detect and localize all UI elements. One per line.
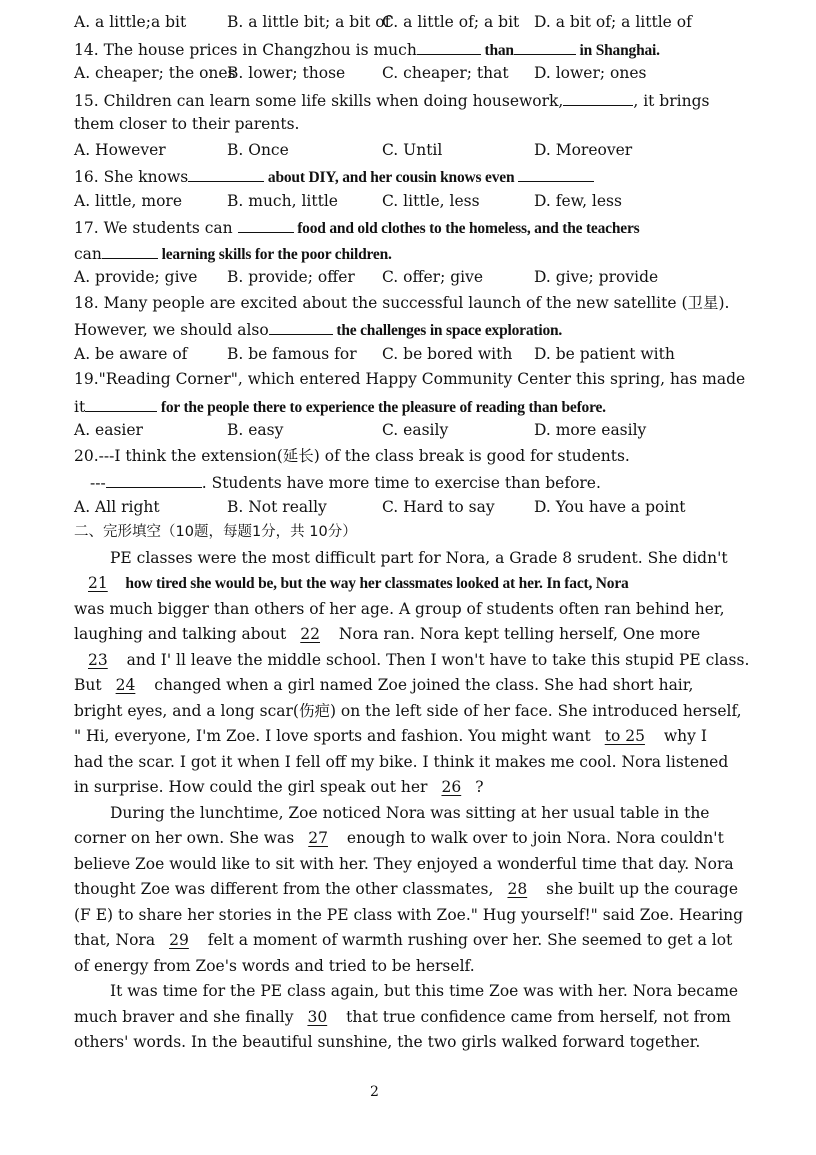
option: C. Hard to say <box>382 497 495 516</box>
passage-line <box>74 699 742 725</box>
blank-number: 21 <box>88 574 108 592</box>
q14-options <box>74 61 724 87</box>
passage-text: had the scar. I got it when I fell off my bike. I think it makes me cool. Nora listened <box>74 752 729 771</box>
option: A. little, more <box>74 191 183 210</box>
passage-text: others' words. In the beautiful sunshine, the two girls walked forward together. <box>74 1033 701 1051</box>
passage-text: felt a moment of warmth rushing over her. She seemed to get a lot <box>202 931 733 949</box>
option: A. All right <box>74 497 160 516</box>
option: B. Not really <box>227 497 327 516</box>
q15-options <box>74 138 724 164</box>
answer-blank <box>238 214 294 233</box>
blank-number: 22 <box>300 625 320 643</box>
blank-number: 27 <box>308 829 328 847</box>
passage-line <box>74 597 724 623</box>
blank-number: 23 <box>88 650 108 669</box>
question-19: 19."Reading Corner", which entered Happy Community Center this spring, has made <box>74 370 746 388</box>
passage-line <box>74 826 724 852</box>
passage-line <box>74 571 724 597</box>
blank-number: to 25 <box>604 727 645 745</box>
blank-number: 29 <box>169 931 189 949</box>
answer-blank <box>518 163 594 182</box>
passage-text: (F E) to share her stories in the PE class with Zoe." Hug yourself!" said Zoe. Hearing <box>74 905 744 924</box>
option: D. give; provide <box>534 268 659 286</box>
passage-text: in surprise. How could the girl speak out her <box>74 778 428 796</box>
question-20: 20.---I think the extension(延长) of the class break is good for students. <box>74 446 630 465</box>
option: D. You have a point <box>534 497 686 516</box>
answer-blank <box>514 36 576 55</box>
blank-number: 30 <box>307 1007 328 1026</box>
q13-options <box>74 10 724 36</box>
passage-line <box>74 801 724 827</box>
passage-line <box>74 546 728 572</box>
question-15-line2: them closer to their parents. <box>74 115 300 133</box>
question-17: 17. We students can food and old clothes to the homeless, and the teachers <box>74 214 724 240</box>
option: C. Until <box>382 140 443 159</box>
passage-line <box>74 1005 731 1031</box>
option: D. be patient with <box>534 344 675 363</box>
passage-line <box>74 852 734 878</box>
passage-line <box>74 928 733 954</box>
answer-blank <box>85 393 157 412</box>
question-17-line2: can learning skills for the poor children. <box>74 240 724 266</box>
passage-text: changed when a girl named Zoe joined the class. She had short hair, <box>149 676 694 694</box>
question-20-line2: --- . Students have more time to exercise than before. <box>74 469 724 495</box>
passage-text: why I <box>658 727 707 745</box>
answer-blank <box>417 36 481 55</box>
passage-text: But <box>74 676 102 694</box>
passage-text: believe Zoe would like to sit with her. They enjoyed a wonderful time that day. Nora <box>74 854 734 873</box>
passage-text: and I' ll leave the middle school. Then I won't have to take this stupid PE class. <box>121 650 750 669</box>
option: C. offer; give <box>382 268 484 286</box>
passage-text: that true confidence came from herself, not from <box>341 1007 731 1026</box>
option: B. much, little <box>227 191 338 210</box>
passage-text: thought Zoe was different from the other classmates, <box>74 880 494 898</box>
option: C. easily <box>382 421 449 439</box>
option: D. a bit of; a little of <box>534 13 692 31</box>
option: D. more easily <box>534 421 647 439</box>
passage-text: ? <box>475 778 484 796</box>
option: D. Moreover <box>534 140 633 159</box>
question-16: 16. She knows about DIY, and her cousin knows even <box>74 163 724 189</box>
option: A. be aware of <box>74 344 188 363</box>
option: C. cheaper; that <box>382 64 509 82</box>
option: D. lower; ones <box>534 64 647 82</box>
option: D. few, less <box>534 191 622 210</box>
passage-line <box>74 1030 724 1056</box>
section-title: 二、完形填空（10题，每题1分，共 10分） <box>74 524 357 540</box>
question-18-line2: However, we should also the challenges in space exploration. <box>74 316 724 342</box>
option: B. be famous for <box>227 344 357 363</box>
blank-number: 28 <box>507 880 528 898</box>
passage-text: enough to walk over to join Nora. Nora couldn't <box>341 829 724 847</box>
option: A. cheaper; the ones <box>74 64 236 82</box>
passage-text: was much bigger than others of her age. A group of students often ran behind her, <box>74 599 725 618</box>
passage-line <box>74 903 744 929</box>
question-19-line2: it for the people there to experience the pleasure of reading than before. <box>74 393 724 419</box>
answer-blank <box>188 163 264 182</box>
passage-text: Nora ran. Nora kept telling herself, One more <box>334 625 701 643</box>
question-18: 18. Many people are excited about the successful launch of the new satellite (卫星). <box>74 293 730 312</box>
passage-text: much braver and she finally <box>74 1007 294 1026</box>
passage-line <box>74 979 739 1005</box>
option: C. a little of; a bit <box>382 13 520 31</box>
answer-blank <box>106 469 202 488</box>
passage-line <box>74 750 729 776</box>
passage-text: " Hi, everyone, I'm Zoe. I love sports and fashion. You might want <box>74 727 591 745</box>
q18-options <box>74 342 724 368</box>
option: B. lower; those <box>227 64 346 82</box>
option: B. a little bit; a bit of <box>227 13 391 31</box>
blank-number: 26 <box>441 778 462 796</box>
passage-line <box>74 724 724 750</box>
option: A. However <box>74 140 166 159</box>
passage-line <box>74 954 724 980</box>
page-number: 2 <box>370 1084 379 1100</box>
passage-line <box>74 877 739 903</box>
cloze-passage <box>74 546 750 1056</box>
passage-text: how tired she would be, but the way her classmates looked at her. In fact, Nora <box>121 575 629 592</box>
answer-blank <box>269 316 333 335</box>
q20-options <box>74 495 724 521</box>
option: A. easier <box>74 421 143 439</box>
option: A. provide; give <box>74 268 198 286</box>
passage-line <box>74 622 724 648</box>
q19-options <box>74 418 724 444</box>
q16-options <box>74 189 724 215</box>
answer-blank <box>102 240 158 259</box>
passage-line <box>74 648 750 674</box>
passage-text: corner on her own. She was <box>74 829 295 847</box>
blank-number: 24 <box>115 676 136 694</box>
passage-text: of energy from Zoe's words and tried to be herself. <box>74 956 475 975</box>
question-15: 15. Children can learn some life skills when doing housework, , it brings <box>74 87 724 113</box>
option: B. easy <box>227 421 284 439</box>
option: A. a little;a bit <box>74 13 187 31</box>
passage-text: During the lunchtime, Zoe noticed Nora was sitting at her usual table in the <box>110 803 710 822</box>
passage-text: bright eyes, and a long scar(伤疤) on the left side of her face. She introduced herself, <box>74 701 742 720</box>
passage-text: PE classes were the most difficult part for Nora, a Grade 8 srudent. She didn't <box>110 548 728 567</box>
passage-text: that, Nora <box>74 931 156 949</box>
option: B. provide; offer <box>227 268 355 286</box>
exam-page <box>74 10 750 1056</box>
passage-text: she built up the courage <box>541 880 739 898</box>
option: C. be bored with <box>382 344 513 363</box>
passage-text: laughing and talking about <box>74 625 287 643</box>
option: C. little, less <box>382 191 480 210</box>
answer-blank <box>563 87 633 106</box>
passage-line <box>74 775 724 801</box>
option: B. Once <box>227 140 289 159</box>
passage-text: It was time for the PE class again, but this time Zoe was with her. Nora became <box>110 982 739 1000</box>
question-14: 14. The house prices in Changzhou is much than in Shanghai. <box>74 36 724 62</box>
passage-line <box>74 673 724 699</box>
q17-options <box>74 265 724 291</box>
